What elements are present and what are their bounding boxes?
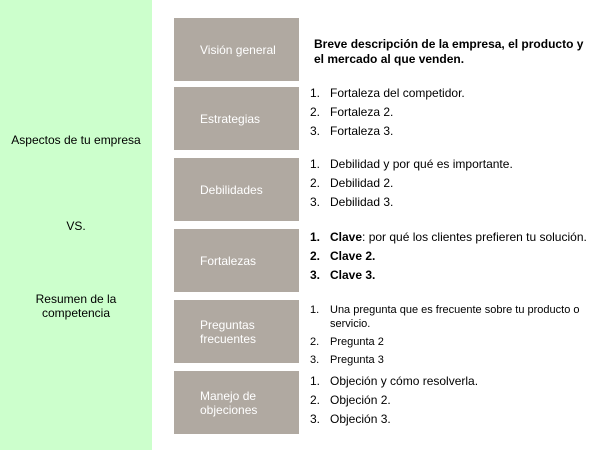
list-item <box>310 174 595 193</box>
list-item <box>310 266 595 285</box>
section-box-faq <box>174 300 299 363</box>
sidebar-top-label: Aspectos de tu empresa <box>11 133 141 147</box>
list-number: 2. <box>310 105 321 119</box>
list-number: 1. <box>310 86 321 100</box>
list-number: 1. <box>310 157 321 171</box>
section-label-strategies: Estrategias <box>200 111 261 126</box>
list-number: 3. <box>310 124 321 138</box>
list-item <box>310 84 595 103</box>
list-item <box>310 372 595 391</box>
list-text: Objeción y cómo resolverla. <box>330 374 479 388</box>
list-item <box>310 353 595 367</box>
list-text: Debilidad 2. <box>330 176 394 190</box>
strategies-list <box>310 84 595 141</box>
list-text: Fortaleza 2. <box>330 105 394 119</box>
list-text: Una pregunta que es frecuente sobre tu producto o servicio. <box>330 304 580 330</box>
list-text: : por qué los clientes prefieren tu solución. <box>362 230 587 244</box>
sidebar-vs-label: VS. <box>66 219 86 233</box>
section-label-faq: Preguntas frecuentes <box>200 317 257 346</box>
list-number: 2. <box>310 249 321 263</box>
list-text: Pregunta 2 <box>330 336 384 348</box>
list-number: 1. <box>310 374 321 388</box>
list-item <box>310 122 595 141</box>
list-text: Objeción 3. <box>330 412 391 426</box>
faq-list <box>310 303 595 371</box>
weaknesses-list <box>310 155 595 212</box>
list-number: 3. <box>310 354 320 366</box>
list-item <box>310 410 595 429</box>
list-text: Debilidad y por qué es importante. <box>330 157 513 171</box>
list-item <box>310 247 595 266</box>
list-number: 3. <box>310 195 321 209</box>
list-number: 1. <box>310 304 320 316</box>
list-key: Clave <box>330 230 363 244</box>
list-number: 3. <box>310 268 321 282</box>
list-key: Clave 2. <box>330 249 376 263</box>
list-item <box>310 193 595 212</box>
list-number: 3. <box>310 412 321 426</box>
sidebar <box>0 0 152 450</box>
list-text: Debilidad 3. <box>330 195 394 209</box>
list-key: Clave 3. <box>330 268 376 282</box>
list-text: Objeción 2. <box>330 393 391 407</box>
section-label-weaknesses: Debilidades <box>200 182 263 197</box>
section-box-vision <box>174 18 299 81</box>
section-label-vision: Visión general <box>200 42 276 57</box>
vision-text: Breve descripción de la empresa, el producto y el mercado al que venden. <box>314 37 584 66</box>
section-label-strengths: Fortalezas <box>200 253 257 268</box>
list-item <box>310 103 595 122</box>
section-box-objections <box>174 371 299 434</box>
objections-list <box>310 372 595 429</box>
list-text: Fortaleza 3. <box>330 124 394 138</box>
list-text: Pregunta 3 <box>330 354 384 366</box>
list-number: 2. <box>310 176 321 190</box>
list-number: 2. <box>310 336 320 348</box>
list-item <box>310 335 595 349</box>
section-label-objections: Manejo de objeciones <box>200 388 258 417</box>
list-item <box>310 303 595 331</box>
section-box-strategies <box>174 87 299 150</box>
list-number: 1. <box>310 230 321 244</box>
sidebar-bottom-label: Resumen de la competencia <box>35 292 117 320</box>
section-box-strengths <box>174 229 299 292</box>
list-text: Fortaleza del competidor. <box>330 86 465 100</box>
strengths-list <box>310 228 595 285</box>
section-box-weaknesses <box>174 158 299 221</box>
list-number: 2. <box>310 393 321 407</box>
list-item <box>310 228 595 247</box>
list-item <box>310 391 595 410</box>
list-item <box>310 155 595 174</box>
